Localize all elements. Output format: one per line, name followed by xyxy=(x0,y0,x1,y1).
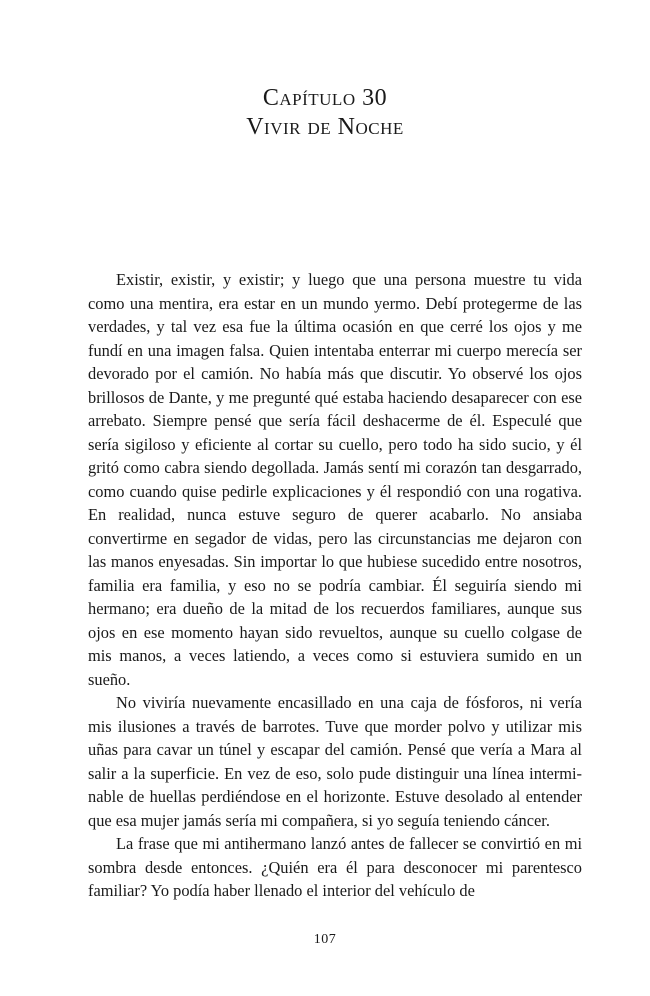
chapter-number: Capítulo 30 xyxy=(262,85,388,111)
chapter-heading xyxy=(0,84,650,142)
paragraph: No viviría nuevamente encasillado en una caja de fósforos, ni vería mis ilusiones a través de barrotes. Tuve que morder polvo y utilizar mis uñas para cavar un túnel y escapar del camión. Pensé que vería a Mara al salir a la superficie. En vez de eso, solo pude distinguir una línea interminable de huellas perdiéndose en el horizonte. Estuve desolado al entender que esa mujer jamás sería mi compañera, si yo seguía teniendo cáncer. xyxy=(88,693,582,830)
paragraph: La frase que mi antihermano lanzó antes de fallecer se convirtió en mi sombra desde entonces. ¿Quién era él para desconocer mi parentesco familiar? Yo podía haber llenado el interior del vehículo de xyxy=(88,834,582,900)
chapter-title: Vivir de Noche xyxy=(246,114,404,140)
body-text xyxy=(88,268,582,903)
page-number: 107 xyxy=(313,932,337,947)
paragraph: Existir, existir, y existir; y luego que una persona muestre tu vida como una mentira, era estar en un mundo yermo. Debí protegerme de las verdades, y tal vez esa fue la última ocasión en que cerré los ojos y me fundí en una imagen falsa. Quien intentaba enterrar mi cuerpo merecía ser devorado por el camión. No había más que discutir. Yo observé los ojos brillosos de Dante, y me pregunté qué estaba haciendo desaparecer con ese arrebato. Siempre pensé que sería fácil deshacerme de él. Especulé que sería sigiloso y eficiente al cortar su cuello, pero todo ha sido sucio, y él gritó como cabra siendo degollada. Jamás sentí mi corazón tan desgarrado, como cuando quise pedirle explicaciones y él respondió con una rogativa. En realidad, nunca estuve seguro de querer acabarlo. No ansiaba convertirme en segador de vidas, pero las circunstancias me dejaron con las manos enyesadas. Sin importar lo que hubiese sucedido entre nosotros, familia era familia, y eso no se podría cambiar. Él seguiría siendo mi hermano; era dueño de la mitad de los recuerdos familiares, aunque sus ojos en ese momento hayan sido revueltos, aunque su cuello colgase de mis manos, a veces latiendo, a veces como si estuviera sumido en un sueño. xyxy=(88,270,582,689)
